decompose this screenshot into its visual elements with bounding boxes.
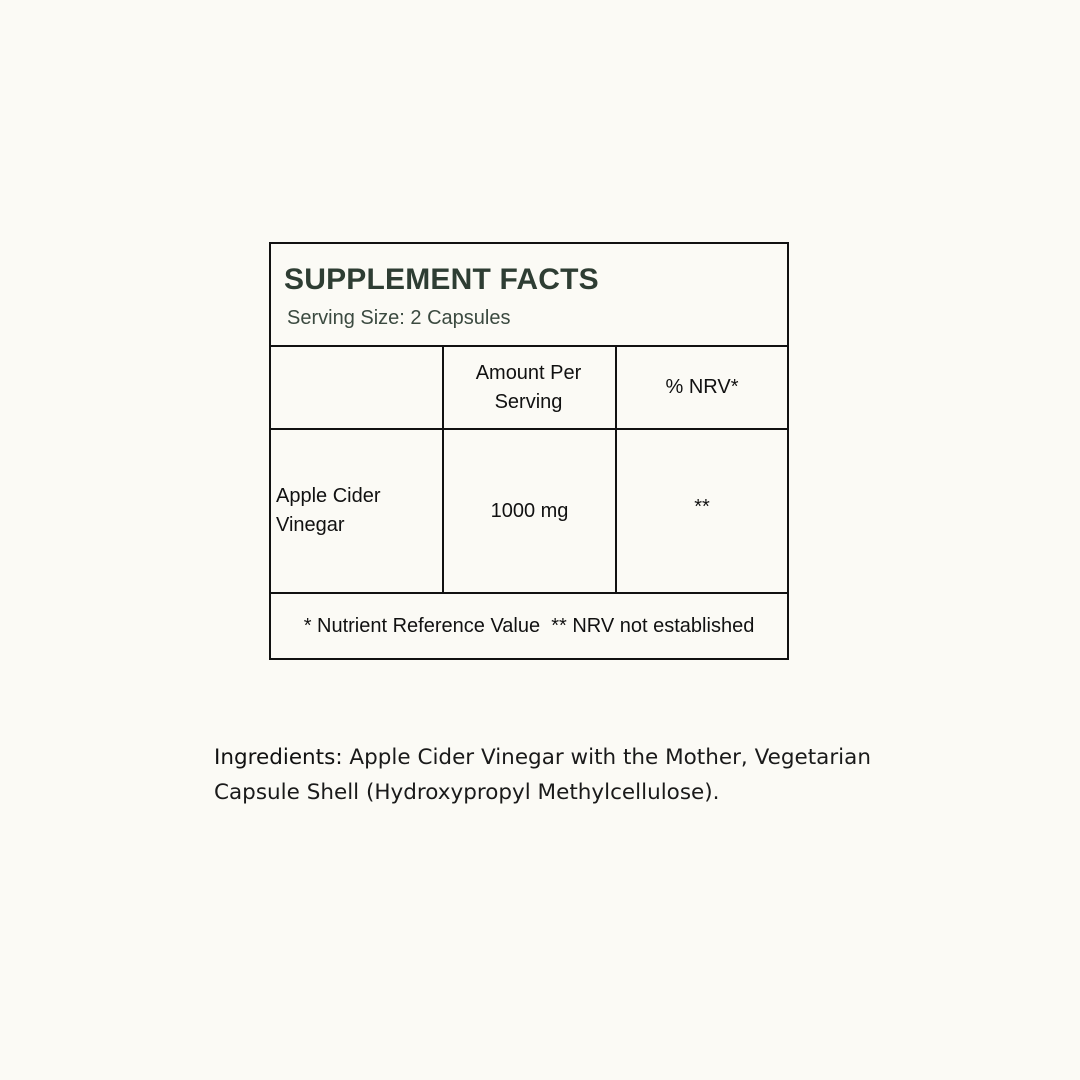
- header-empty-cell: [271, 347, 444, 428]
- ingredient-amount-cell: [444, 430, 617, 592]
- header-nrv-cell: [617, 347, 787, 428]
- nrv-label: % NRV*: [665, 376, 739, 398]
- ingredient-nrv: **: [694, 495, 710, 518]
- table-row: [271, 430, 787, 594]
- ingredient-name-cell: [271, 430, 444, 592]
- ingredient-nrv-cell: [617, 430, 787, 592]
- facts-column-header-row: [271, 347, 787, 430]
- facts-title: SUPPLEMENT FACTS: [284, 263, 599, 296]
- ingredients-text: Apple Cider Vinegar with the Mother, Vegetarian Capsule Shell (Hydroxypropyl Methylcellulose).: [214, 745, 871, 805]
- ingredients-statement: [214, 740, 914, 810]
- ingredient-amount: 1000 mg: [490, 499, 569, 522]
- amount-per-serving-label: Amount Per Serving: [475, 361, 582, 413]
- supplement-facts-panel: [269, 242, 789, 660]
- facts-footnote: * Nutrient Reference Value ** NRV not established: [303, 614, 755, 637]
- ingredient-name: Apple Cider Vinegar: [276, 485, 381, 536]
- ingredients-label: Ingredients:: [214, 745, 343, 770]
- header-amount-cell: [444, 347, 617, 428]
- serving-size: Serving Size: 2 Capsules: [287, 307, 511, 329]
- facts-header: [271, 244, 787, 347]
